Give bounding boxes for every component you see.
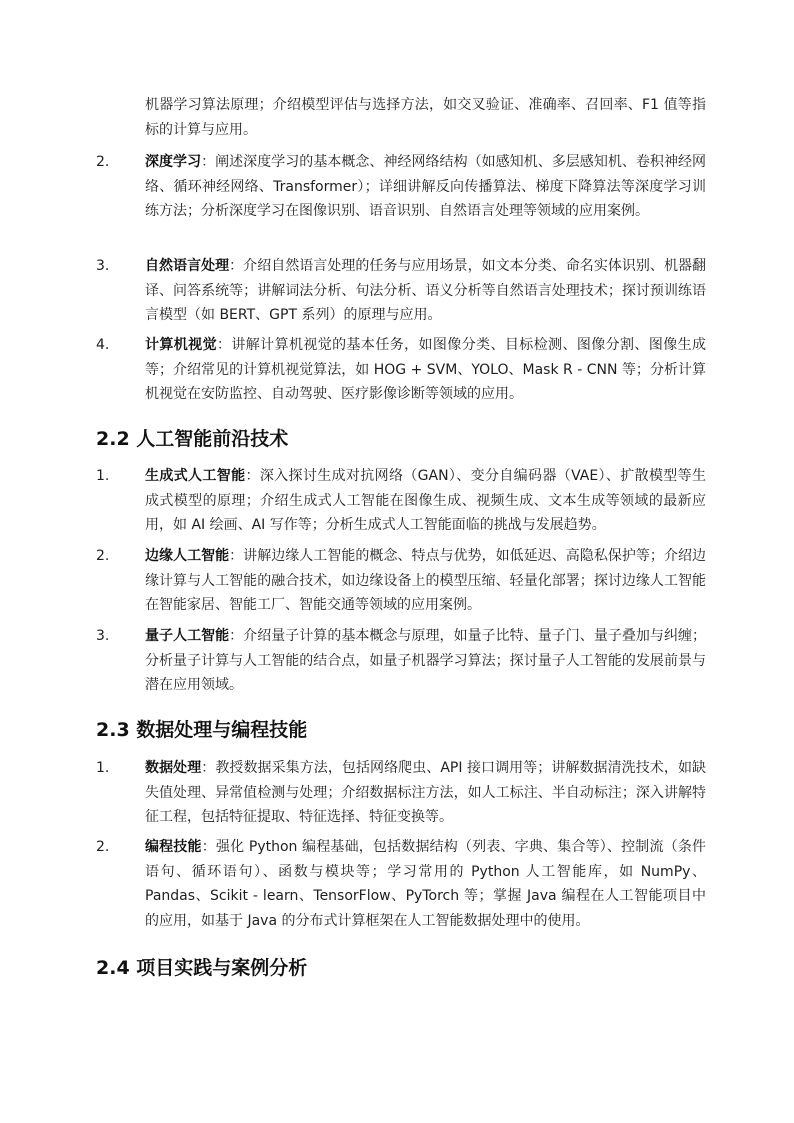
list-item-text: ：介绍量子计算的基本概念与原理，如量子比特、量子门、量子叠加与纠缠；分析量子计算与人工智能的结合点，如量子机器学习算法；探讨量子人工智能的发展前景与潜在应用领域。 bbox=[145, 628, 707, 693]
list-item-body bbox=[145, 624, 706, 698]
list-item-text: ：讲解计算机视觉的基本任务，如图像分类、目标检测、图像分割、图像生成等；介绍常见的计算机视觉算法，如 HOG + SVM、YOLO、Mask R - CNN 等；分析计算机视觉在安防监控、自动驾驶、医疗影像诊断等领域的应用。 bbox=[145, 337, 707, 402]
list-number: 1. bbox=[96, 760, 110, 776]
list-number: 2. bbox=[96, 154, 110, 170]
list-item-text: ：强化 Python 编程基础，包括数据结构（列表、字典、集合等）、控制流（条件语句、循环语句）、函数与模块等；学习常用的 Python 人工智能库，如 NumPy、Pandas、Scikit - learn、TensorFlow、PyTorch 等；掌握 Java 编程在人工智能项目中的应用，如基于 Java 的分布式计算框架在人工智能数据处理中的使用。 bbox=[145, 839, 706, 929]
section-heading: 2.3 数据处理与编程技能 bbox=[96, 719, 308, 741]
list-item-text: ：深入探讨生成对抗网络（GAN）、变分自编码器（VAE）、扩散模型等生成式模型的原理；介绍生成式人工智能在图像生成、视频生成、文本生成等领域的最新应用，如 AI 绘画、AI 写作等；分析生成式人工智能面临的挑战与发展趋势。 bbox=[145, 468, 706, 533]
list-item-text: ：阐述深度学习的基本概念、神经网络结构（如感知机、多层感知机、卷积神经网络、循环神经网络、Transformer）；详细讲解反向传播算法、梯度下降算法等深度学习训练方法；分析深度学习在图像识别、语音识别、自然语言处理等领域的应用案例。 bbox=[145, 154, 707, 219]
list-item-term: 数据处理 bbox=[145, 760, 202, 776]
list-item-body bbox=[145, 150, 706, 224]
list-number: 1. bbox=[96, 468, 110, 484]
list-item-text: ：介绍自然语言处理的任务与应用场景，如文本分类、命名实体识别、机器翻译、问答系统等；讲解词法分析、句法分析、语义分析等自然语言处理技术；探讨预训练语言模型（如 BERT、GPT 系列）的原理与应用。 bbox=[145, 258, 707, 323]
continued-paragraph: 机器学习算法原理；介绍模型评估与选择方法，如交叉验证、准确率、召回率、F1 值等指标的计算与应用。 bbox=[145, 97, 706, 138]
list-item-text: ：讲解边缘人工智能的概念、特点与优势，如低延迟、高隐私保护等；介绍边缘计算与人工智能的融合技术，如边缘设备上的模型压缩、轻量化部署；探讨边缘人工智能在智能家居、智能工厂、智能交通等领域的应用案例。 bbox=[145, 548, 707, 613]
list-item bbox=[96, 150, 706, 224]
list-item bbox=[96, 464, 706, 538]
list-item-term: 量子人工智能 bbox=[145, 628, 230, 644]
list-number: 3. bbox=[96, 628, 110, 644]
list-item-term: 生成式人工智能 bbox=[145, 468, 246, 484]
list-number: 2. bbox=[96, 839, 110, 855]
list-item-text: ：教授数据采集方法，包括网络爬虫、API 接口调用等；讲解数据清洗技术，如缺失值处理、异常值检测与处理；介绍数据标注方法，如人工标注、半自动标注；深入讲解特征工程，包括特征提取、特征选择、特征变换等。 bbox=[145, 760, 707, 825]
list-item-body bbox=[145, 333, 706, 407]
list-item-term: 边缘人工智能 bbox=[145, 548, 230, 564]
list-item-body bbox=[145, 835, 706, 933]
list-item-term: 自然语言处理 bbox=[145, 258, 230, 274]
list-item-body bbox=[145, 464, 706, 538]
section-heading: 2.4 项目实践与案例分析 bbox=[96, 957, 308, 979]
list-item bbox=[96, 835, 706, 933]
list-number: 3. bbox=[96, 258, 110, 274]
list-item-body bbox=[145, 254, 706, 328]
list-item-body bbox=[145, 544, 706, 618]
list-item-term: 编程技能 bbox=[145, 839, 202, 855]
list-item-body bbox=[145, 756, 706, 830]
list-item bbox=[96, 544, 706, 618]
list-item bbox=[96, 333, 706, 407]
list-item-term: 计算机视觉 bbox=[145, 337, 217, 353]
list-item bbox=[96, 254, 706, 328]
list-number: 2. bbox=[96, 548, 110, 564]
section-heading: 2.2 人工智能前沿技术 bbox=[96, 428, 289, 450]
list-item bbox=[96, 624, 706, 698]
list-number: 4. bbox=[96, 337, 110, 353]
list-item-term: 深度学习 bbox=[145, 154, 202, 170]
list-item bbox=[96, 756, 706, 830]
